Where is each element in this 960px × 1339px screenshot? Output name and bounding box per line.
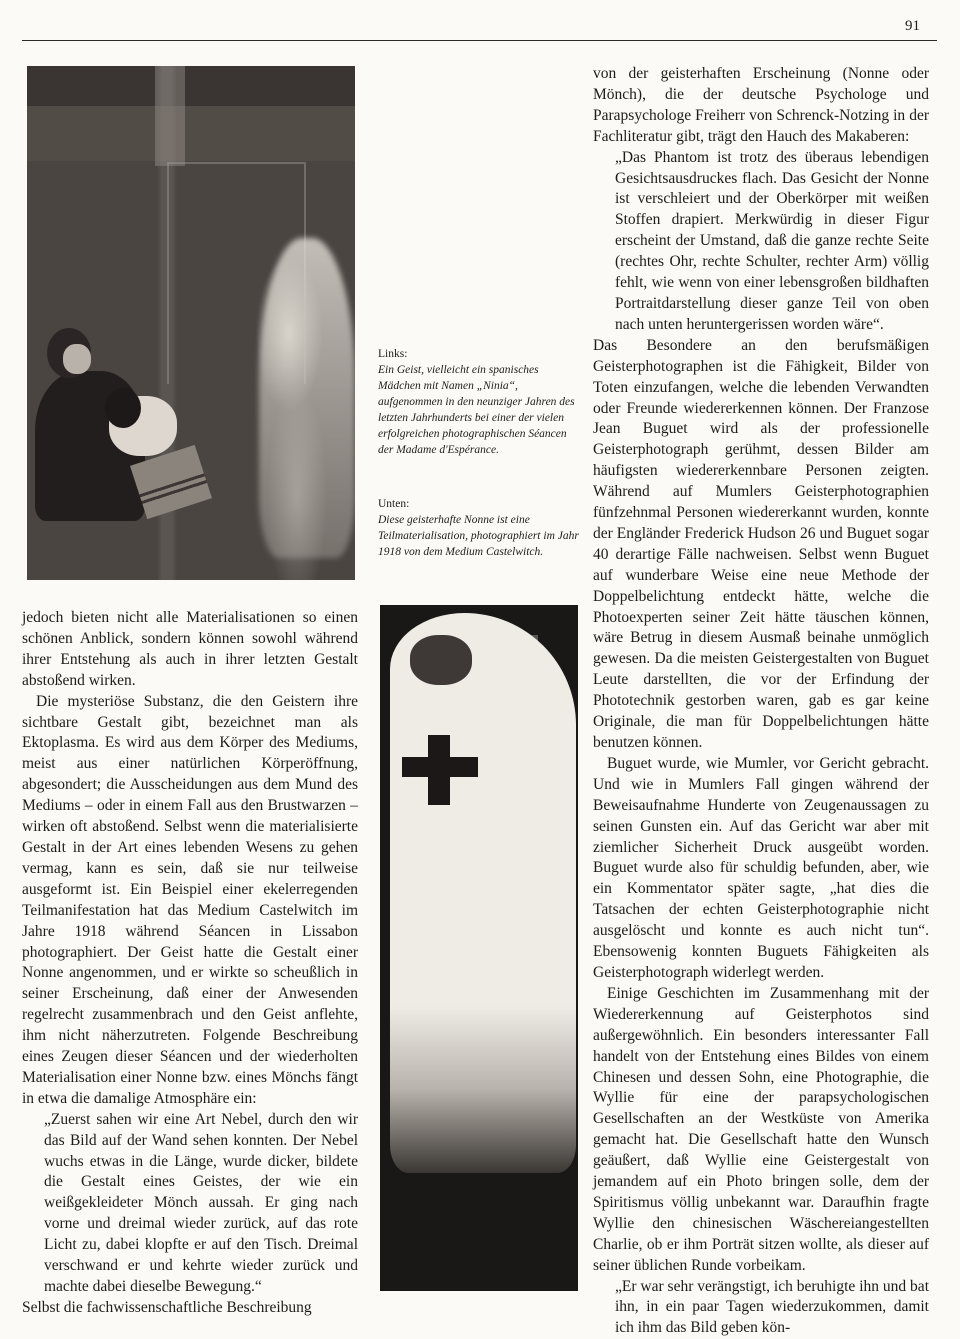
quote-paragraph: „Er war sehr verängstigt, ich beruhigte ihn und bat ihn, in ein paar Tagen wiederzukommen, damit ich ihm das Bild geben kön-: [615, 1277, 929, 1337]
paragraph: Die mysteriöse Substanz, die den Geistern ihre sichtbare Gestalt gibt, bezeichnet man als Ektoplasma. Es wird aus dem Körper des Mediums, meist aus einer natürlichen Körperöffnung, abgesondert; die Ausscheidungen aus dem Mund des Mediums – oder in einem Fall aus den Brustwarzen – wirken oft abstoßend. Selbst wenn die materialisierte Gestalt in der Art eines lebenden Wesens zu gehen vermag, kann es sein, daß sie nur teilweise ausgeformt ist. Ein Beispiel einer ekelerregenden Teilmanifestation hat das Medium Castelwitch im Jahre 1918 während Séancen in Lissabon photographiert. Der Geist hatte die Gestalt einer Nonne angenommen, und er wirkte so scheußlich in seiner Erscheinung, daß einer der Anwesenden regelrecht zusammenbrach und den Geist anflehte, ihm nicht näherzutreten. Folgende Beschreibung eines Zeugen dieser Séancen und der wiederholten Materialisation einer Nonne bzw. eines Mönchs fängt in etwa die damalige Atmosphäre ein:: [22, 692, 358, 1107]
quote-paragraph: „Das Phantom ist trotz des überaus lebendigen Gesichtsausdruckes flach. Das Gesicht der Nonne ist verschleiert und der Oberkörper mit weißen Stoffen drapiert. Merkwürdig in dieser Figur erscheint der Umstand, daß die ganze rechte Seite (rechtes Ohr, rechte Schulter, rechter Arm) völlig fehlt, wie wenn von einer lebensgroßen bildhaften Portraitdarstellung dieser ganze Teil von oben nach unten heruntergerissen worden wäre“.: [615, 148, 929, 333]
page-number: 91: [905, 18, 920, 34]
caption-text: Ein Geist, vielleicht ein spanisches Mädchen mit Namen „Ninia“, aufgenommen in den neunziger Jahren des letzten Jahrhunderts bei einer der vielen erfolgreichen photographischen Séancen der Madame d'Espérance.: [378, 364, 575, 456]
caption-unten: [378, 496, 583, 560]
paragraph: Das Besondere an den berufsmäßigen Geisterphotographen ist die Fähigkeit, Bilder von Toten einzufangen, welche die lebenden Verwandten oder Freunde wiedererkennen können. Der Franzose Jean Buguet wird als der professionelle Geisterphotograph gerühmt, dessen Bilder am häufigsten wiedererkennbare Personen zeigten. Während auf Mumlers Geisterphotographien fünfzehnmal Personen wiedererkannt wurden, konnte der Engländer Frederick Hudson 26 und Buguet sogar 40 derartige Fälle nachweisen. Selbst wenn Buguet auf wunderbare Weise eine neue Methode der Doppelbelichtung entdeckt hätte, welche die Photoexperten seiner Zeit hätte täuschen können, wäre Betrug in diesem Ausmaß beinahe unmöglich gewesen. Da die meisten Geistergestalten von Buguet Leute darstellten, die vor der Erfindung der Phototechnik gestorben waren, gab es gar keine Originale, die man für Doppelbelichtungen hätte benutzen können.: [593, 336, 929, 751]
ghost-girl-photo: [27, 66, 355, 580]
right-text-column: [593, 64, 929, 1339]
photo-detail: [63, 344, 91, 374]
paragraph: jedoch bieten nicht alle Materialisationen so einen schönen Anblick, sondern können sowohl während ihrer Entstehung als auch in ihrer letzten Gestalt abstoßend wirken.: [22, 609, 358, 689]
photo-detail: [410, 635, 472, 685]
paragraph: Buguet wurde, wie Mumler, vor Gericht gebracht. Und wie in Mumlers Fall gingen während der Beweisaufnahme Hunderte von Zeugenaussagen zu seinen Gunsten ein. Auf das Gericht war aber mit ziemlicher Sicherheit Druck ausgeübt worden. Buguet wurde also für schuldig befunden, aber, wie ein Kommentator später sagte, „hat dies die Tatsachen der echten Geisterphotographie nicht ausgelöscht und konnte es auch nicht tun“. Ebensowenig konnten Buguets Fähigkeiten als Geisterphotograph widerlegt werden.: [593, 754, 929, 981]
cross-icon: [402, 757, 478, 777]
photo-detail: [259, 238, 355, 558]
caption-heading: Links:: [378, 348, 408, 360]
header-rule: [22, 40, 937, 41]
caption-heading: Unten:: [378, 498, 410, 510]
paragraph: Selbst die fachwissenschaftliche Beschreibung: [22, 1298, 312, 1316]
caption-text: Diese geisterhafte Nonne ist eine Teilmaterialisation, photographiert im Jahr 1918 von dem Medium Castelwitch.: [378, 514, 579, 558]
paragraph: Einige Geschichten im Zusammenhang mit der Wiedererkennung auf Geisterphotos sind außergewöhnlich. Ein besonders interessanter Fall handelt von der Entstehung eines Bildes von einem Chinesen und dessen Sohn, eine Photographie, die Wyllie für eine der parapsychologischen Gesellschaften an der Westküste von Amerika gemacht hat. Die Gesellschaft hatte den Wunsch geäußert, daß Wyllie eine Geistergestalt von jemandem auf ein Photo bringen solle, dem der Spiritismus völlig unbekannt war. Daraufhin fragte Wyllie den chinesischen Wäschereiangestellten Charlie, ob er ihm Porträt sitzen wollte, als dieser auf seiner üblichen Runde vorbeikam.: [593, 984, 929, 1274]
quote-paragraph: „Zuerst sahen wir eine Art Nebel, durch den wir das Bild auf der Wand sehen konnten. Der Nebel wuchs etwas in die Länge, wurde dicker, bildete die Gestalt eines Geistes, der wie ein weißgekleideter Mönch aussah. Er ging nach vorne und dreimal wieder zurück, auf das rote Licht zu, dabei klopfte er auf den Tisch. Dreimal verschwand er und kehrte wieder zurück und machte dabei dieselbe Bewegung.“: [44, 1110, 358, 1295]
caption-links: [378, 346, 583, 458]
photo-detail: [105, 388, 141, 428]
photo-detail: [390, 613, 576, 1173]
paragraph: von der geisterhaften Erscheinung (Nonne oder Mönch), die der deutsche Psychologe und Parapsychologe Freiherr von Schrenck-Notzing in der Fachliteratur gibt, trägt den Hauch des Makaberen:: [593, 65, 929, 145]
photo-detail: [155, 66, 185, 166]
ghost-nun-photo: [380, 605, 578, 1291]
left-text-column: [22, 608, 358, 1319]
